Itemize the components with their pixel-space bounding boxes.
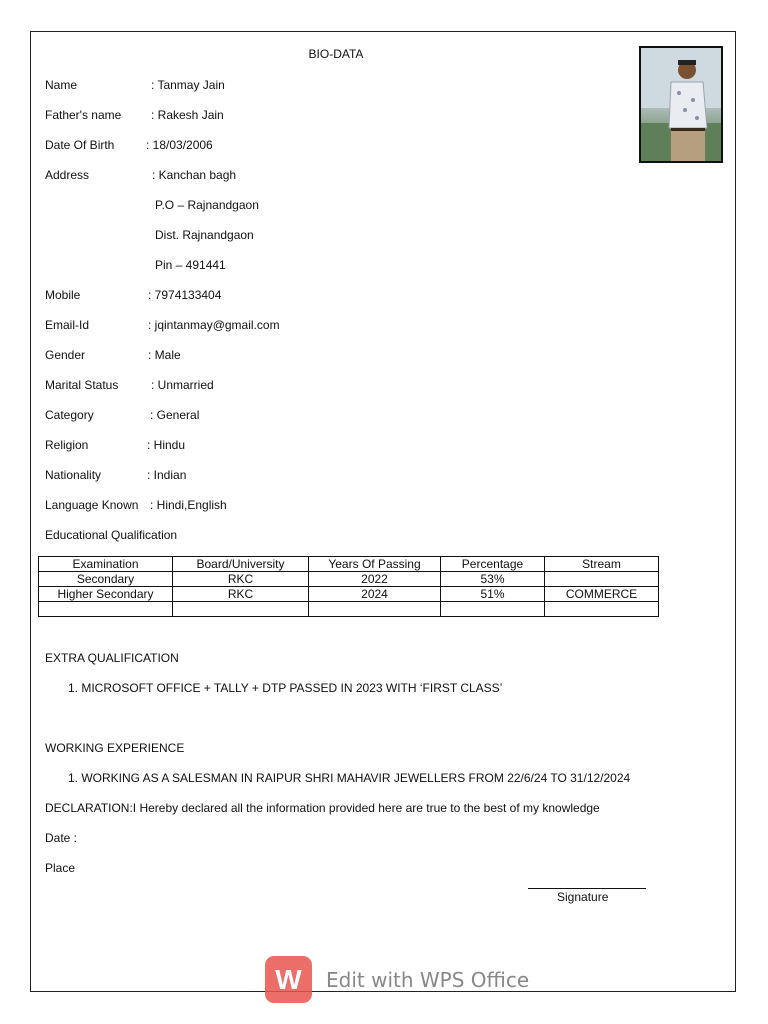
extra-qualification-item: 1. MICROSOFT OFFICE + TALLY + DTP PASSED IN 2023 WITH ‘FIRST CLASS’	[68, 681, 503, 695]
education-table	[38, 556, 659, 617]
table-cell: 2024	[309, 587, 441, 602]
value-dob: : 18/03/2006	[146, 138, 213, 152]
table-cell	[545, 602, 659, 617]
table-row	[39, 602, 659, 617]
table-cell: 51%	[441, 587, 545, 602]
label-father-name: Father's name	[45, 108, 122, 122]
label-religion: Religion	[45, 438, 89, 452]
label-name: Name	[45, 78, 78, 92]
value-category: : General	[150, 408, 200, 422]
table-cell	[309, 602, 441, 617]
working-experience-item: 1. WORKING AS A SALESMAN IN RAIPUR SHRI MAHAVIR JEWELLERS FROM 22/6/24 TO 31/12/2024	[68, 771, 631, 785]
wps-logo-icon: W	[265, 956, 312, 1003]
extra-qualification-heading: EXTRA QUALIFICATION	[45, 651, 179, 665]
table-cell: RKC	[173, 587, 309, 602]
table-cell: Higher Secondary	[39, 587, 173, 602]
table-cell: RKC	[173, 572, 309, 587]
working-experience-heading: WORKING EXPERIENCE	[45, 741, 185, 755]
table-cell	[173, 602, 309, 617]
table-header-row	[39, 557, 659, 572]
value-email: : jqintanmay@gmail.com	[148, 318, 280, 332]
label-email: Email-Id	[45, 318, 90, 332]
value-language: : Hindi,English	[150, 498, 227, 512]
table-row	[39, 587, 659, 602]
wps-edit-text: Edit with WPS Office	[326, 967, 530, 992]
value-father-name: : Rakesh Jain	[151, 108, 224, 122]
table-cell	[39, 602, 173, 617]
table-cell	[441, 602, 545, 617]
place-label: Place	[45, 861, 76, 875]
date-label: Date :	[45, 831, 78, 845]
value-address-line1: : Kanchan bagh	[152, 168, 237, 182]
value-address-line3: Dist. Rajnandgaon	[155, 228, 254, 242]
label-nationality: Nationality	[45, 468, 102, 482]
table-header: Percentage	[441, 557, 545, 572]
signature-label: Signature	[557, 890, 609, 904]
table-cell	[545, 572, 659, 587]
table-cell: Secondary	[39, 572, 173, 587]
wps-watermark[interactable]	[265, 956, 529, 1003]
table-cell: COMMERCE	[545, 587, 659, 602]
label-language: Language Known	[45, 498, 139, 512]
table-cell: 2022	[309, 572, 441, 587]
label-gender: Gender	[45, 348, 86, 362]
value-mobile: : 7974133404	[148, 288, 222, 302]
label-mobile: Mobile	[45, 288, 81, 302]
table-header: Examination	[39, 557, 173, 572]
label-category: Category	[45, 408, 94, 422]
label-marital-status: Marital Status	[45, 378, 119, 392]
profile-photo	[639, 46, 723, 163]
education-heading: Educational Qualification	[45, 528, 178, 542]
value-marital-status: : Unmarried	[151, 378, 214, 392]
value-gender: : Male	[148, 348, 181, 362]
table-header: Years Of Passing	[309, 557, 441, 572]
value-name: : Tanmay Jain	[151, 78, 225, 92]
label-dob: Date Of Birth	[45, 138, 115, 152]
signature-line	[528, 888, 646, 889]
label-address: Address	[45, 168, 90, 182]
declaration-text: DECLARATION:I Hereby declared all the information provided here are true to the best of my knowledge	[45, 801, 600, 815]
table-header: Stream	[545, 557, 659, 572]
table-header: Board/University	[173, 557, 309, 572]
value-religion: : Hindu	[147, 438, 186, 452]
table-cell: 53%	[441, 572, 545, 587]
table-row	[39, 572, 659, 587]
document-title: BIO-DATA	[308, 47, 364, 61]
value-address-line2: P.O – Rajnandgaon	[155, 198, 259, 212]
value-nationality: : Indian	[147, 468, 187, 482]
value-address-line4: Pin – 491441	[155, 258, 226, 272]
